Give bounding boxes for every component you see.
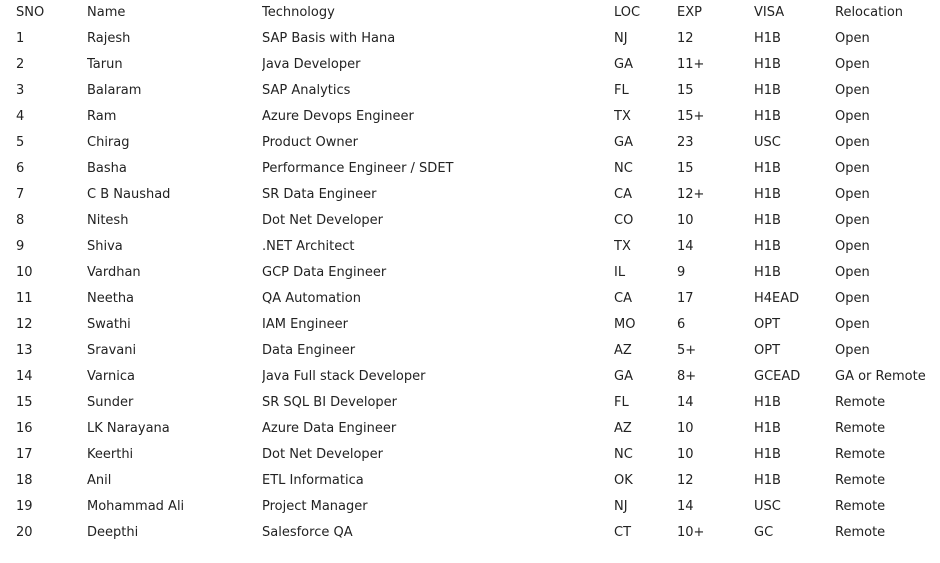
cell-technology: Salesforce QA	[262, 525, 353, 540]
cell-loc: CA	[614, 291, 632, 306]
cell-visa: H1B	[754, 213, 781, 228]
table-row	[0, 78, 940, 104]
cell-loc: IL	[614, 265, 626, 280]
cell-sno: 16	[16, 421, 33, 436]
cell-exp: 14	[677, 499, 694, 514]
cell-visa: H1B	[754, 83, 781, 98]
cell-exp: 11+	[677, 57, 705, 72]
cell-name: Sravani	[87, 343, 137, 358]
cell-technology: Dot Net Developer	[262, 447, 384, 462]
header-row	[0, 0, 940, 26]
table-row	[0, 468, 940, 494]
cell-visa: H1B	[754, 473, 781, 488]
cell-visa: H1B	[754, 421, 781, 436]
column-header-loc: LOC	[614, 5, 641, 20]
cell-name: Nitesh	[87, 213, 129, 228]
cell-relocation: Remote	[835, 499, 886, 514]
cell-visa: H1B	[754, 447, 781, 462]
cell-relocation: Open	[835, 265, 870, 280]
cell-visa: H1B	[754, 31, 781, 46]
cell-loc: AZ	[614, 421, 632, 436]
cell-exp: 14	[677, 395, 694, 410]
cell-loc: FL	[614, 395, 629, 410]
cell-visa: OPT	[754, 343, 781, 358]
cell-relocation: Open	[835, 239, 870, 254]
cell-technology: ETL Informatica	[262, 473, 364, 488]
cell-name: Balaram	[87, 83, 142, 98]
cell-exp: 23	[677, 135, 694, 150]
cell-sno: 18	[16, 473, 33, 488]
cell-name: Ram	[87, 109, 117, 124]
cell-technology: Java Developer	[262, 57, 361, 72]
cell-exp: 10	[677, 213, 694, 228]
cell-sno: 13	[16, 343, 33, 358]
cell-sno: 20	[16, 525, 33, 540]
cell-name: Vardhan	[87, 265, 141, 280]
cell-exp: 9	[677, 265, 686, 280]
cell-technology: QA Automation	[262, 291, 361, 306]
cell-relocation: Remote	[835, 447, 886, 462]
cell-loc: OK	[614, 473, 633, 488]
cell-exp: 6	[677, 317, 686, 332]
cell-relocation: Open	[835, 31, 870, 46]
column-header-exp: EXP	[677, 5, 702, 20]
cell-visa: H1B	[754, 265, 781, 280]
cell-relocation: Open	[835, 109, 870, 124]
table-row	[0, 520, 940, 546]
cell-relocation: Open	[835, 83, 870, 98]
cell-relocation: Open	[835, 213, 870, 228]
cell-loc: GA	[614, 57, 633, 72]
cell-sno: 5	[16, 135, 25, 150]
cell-name: Sunder	[87, 395, 134, 410]
cell-sno: 11	[16, 291, 33, 306]
cell-sno: 12	[16, 317, 33, 332]
cell-loc: CA	[614, 187, 632, 202]
cell-loc: GA	[614, 369, 633, 384]
cell-visa: H1B	[754, 161, 781, 176]
table-row	[0, 260, 940, 286]
table-row	[0, 364, 940, 390]
column-header-sno: SNO	[16, 5, 45, 20]
cell-exp: 8+	[677, 369, 697, 384]
cell-sno: 8	[16, 213, 25, 228]
cell-loc: TX	[614, 239, 631, 254]
cell-technology: IAM Engineer	[262, 317, 348, 332]
cell-technology: GCP Data Engineer	[262, 265, 387, 280]
cell-loc: NC	[614, 447, 633, 462]
cell-visa: GC	[754, 525, 774, 540]
cell-name: Basha	[87, 161, 127, 176]
cell-exp: 12	[677, 31, 694, 46]
column-header-name: Name	[87, 5, 126, 20]
cell-visa: H4EAD	[754, 291, 800, 306]
table-body	[0, 26, 940, 546]
cell-relocation: Open	[835, 317, 870, 332]
cell-relocation: Open	[835, 343, 870, 358]
column-header-technology: Technology	[262, 5, 335, 20]
cell-visa: USC	[754, 135, 781, 150]
cell-technology: SR SQL BI Developer	[262, 395, 398, 410]
cell-exp: 10	[677, 447, 694, 462]
table-row	[0, 182, 940, 208]
cell-relocation: Open	[835, 135, 870, 150]
cell-visa: H1B	[754, 109, 781, 124]
cell-name: Anil	[87, 473, 112, 488]
cell-exp: 10	[677, 421, 694, 436]
cell-relocation: Remote	[835, 525, 886, 540]
cell-loc: FL	[614, 83, 629, 98]
cell-exp: 15	[677, 83, 694, 98]
cell-sno: 17	[16, 447, 33, 462]
cell-sno: 4	[16, 109, 25, 124]
cell-technology: SR Data Engineer	[262, 187, 377, 202]
cell-sno: 6	[16, 161, 25, 176]
table-row	[0, 312, 940, 338]
cell-name: C B Naushad	[87, 187, 171, 202]
table-row	[0, 494, 940, 520]
cell-sno: 1	[16, 31, 25, 46]
cell-relocation: Remote	[835, 421, 886, 436]
table-row	[0, 234, 940, 260]
cell-visa: GCEAD	[754, 369, 801, 384]
cell-loc: NC	[614, 161, 633, 176]
cell-relocation: Open	[835, 57, 870, 72]
cell-loc: TX	[614, 109, 631, 124]
table-row	[0, 26, 940, 52]
cell-visa: USC	[754, 499, 781, 514]
cell-loc: AZ	[614, 343, 632, 358]
cell-sno: 14	[16, 369, 33, 384]
cell-technology: Performance Engineer / SDET	[262, 161, 454, 176]
cell-exp: 15	[677, 161, 694, 176]
cell-exp: 10+	[677, 525, 705, 540]
cell-loc: GA	[614, 135, 633, 150]
cell-sno: 2	[16, 57, 25, 72]
cell-name: Chirag	[87, 135, 130, 150]
cell-technology: Dot Net Developer	[262, 213, 384, 228]
table-row	[0, 286, 940, 312]
cell-name: Tarun	[87, 57, 123, 72]
cell-loc: MO	[614, 317, 636, 332]
cell-name: Swathi	[87, 317, 131, 332]
cell-name: Rajesh	[87, 31, 131, 46]
cell-technology: SAP Analytics	[262, 83, 351, 98]
table-row	[0, 156, 940, 182]
cell-visa: H1B	[754, 187, 781, 202]
cell-name: LK Narayana	[87, 421, 170, 436]
cell-technology: Java Full stack Developer	[262, 369, 426, 384]
table-row	[0, 208, 940, 234]
cell-name: Varnica	[87, 369, 135, 384]
cell-technology: SAP Basis with Hana	[262, 31, 396, 46]
table-row	[0, 338, 940, 364]
cell-relocation: GA or Remote	[835, 369, 926, 384]
cell-exp: 15+	[677, 109, 705, 124]
cell-technology: .NET Architect	[262, 239, 355, 254]
cell-technology: Data Engineer	[262, 343, 356, 358]
table-header	[0, 0, 940, 26]
cell-loc: NJ	[614, 499, 628, 514]
cell-relocation: Remote	[835, 395, 886, 410]
cell-relocation: Remote	[835, 473, 886, 488]
cell-visa: H1B	[754, 395, 781, 410]
cell-sno: 3	[16, 83, 25, 98]
cell-name: Deepthi	[87, 525, 139, 540]
cell-sno: 10	[16, 265, 33, 280]
table-row	[0, 442, 940, 468]
table-row	[0, 130, 940, 156]
cell-technology: Azure Devops Engineer	[262, 109, 414, 124]
cell-sno: 19	[16, 499, 33, 514]
cell-relocation: Open	[835, 187, 870, 202]
cell-exp: 17	[677, 291, 694, 306]
cell-exp: 5+	[677, 343, 697, 358]
cell-exp: 12+	[677, 187, 705, 202]
cell-visa: H1B	[754, 57, 781, 72]
column-header-relocation: Relocation	[835, 5, 904, 20]
cell-visa: OPT	[754, 317, 781, 332]
cell-technology: Project Manager	[262, 499, 368, 514]
cell-name: Mohammad Ali	[87, 499, 185, 514]
cell-visa: H1B	[754, 239, 781, 254]
table-row	[0, 52, 940, 78]
cell-name: Neetha	[87, 291, 135, 306]
table-row	[0, 104, 940, 130]
table-row	[0, 416, 940, 442]
cell-sno: 7	[16, 187, 25, 202]
cell-relocation: Open	[835, 161, 870, 176]
cell-sno: 15	[16, 395, 33, 410]
cell-loc: CT	[614, 525, 632, 540]
cell-exp: 14	[677, 239, 694, 254]
cell-technology: Azure Data Engineer	[262, 421, 397, 436]
cell-exp: 12	[677, 473, 694, 488]
cell-name: Keerthi	[87, 447, 134, 462]
cell-sno: 9	[16, 239, 25, 254]
table-row	[0, 390, 940, 416]
cell-loc: NJ	[614, 31, 628, 46]
cell-name: Shiva	[87, 239, 123, 254]
cell-technology: Product Owner	[262, 135, 358, 150]
cell-relocation: Open	[835, 291, 870, 306]
column-header-visa: VISA	[754, 5, 785, 20]
cell-loc: CO	[614, 213, 634, 228]
